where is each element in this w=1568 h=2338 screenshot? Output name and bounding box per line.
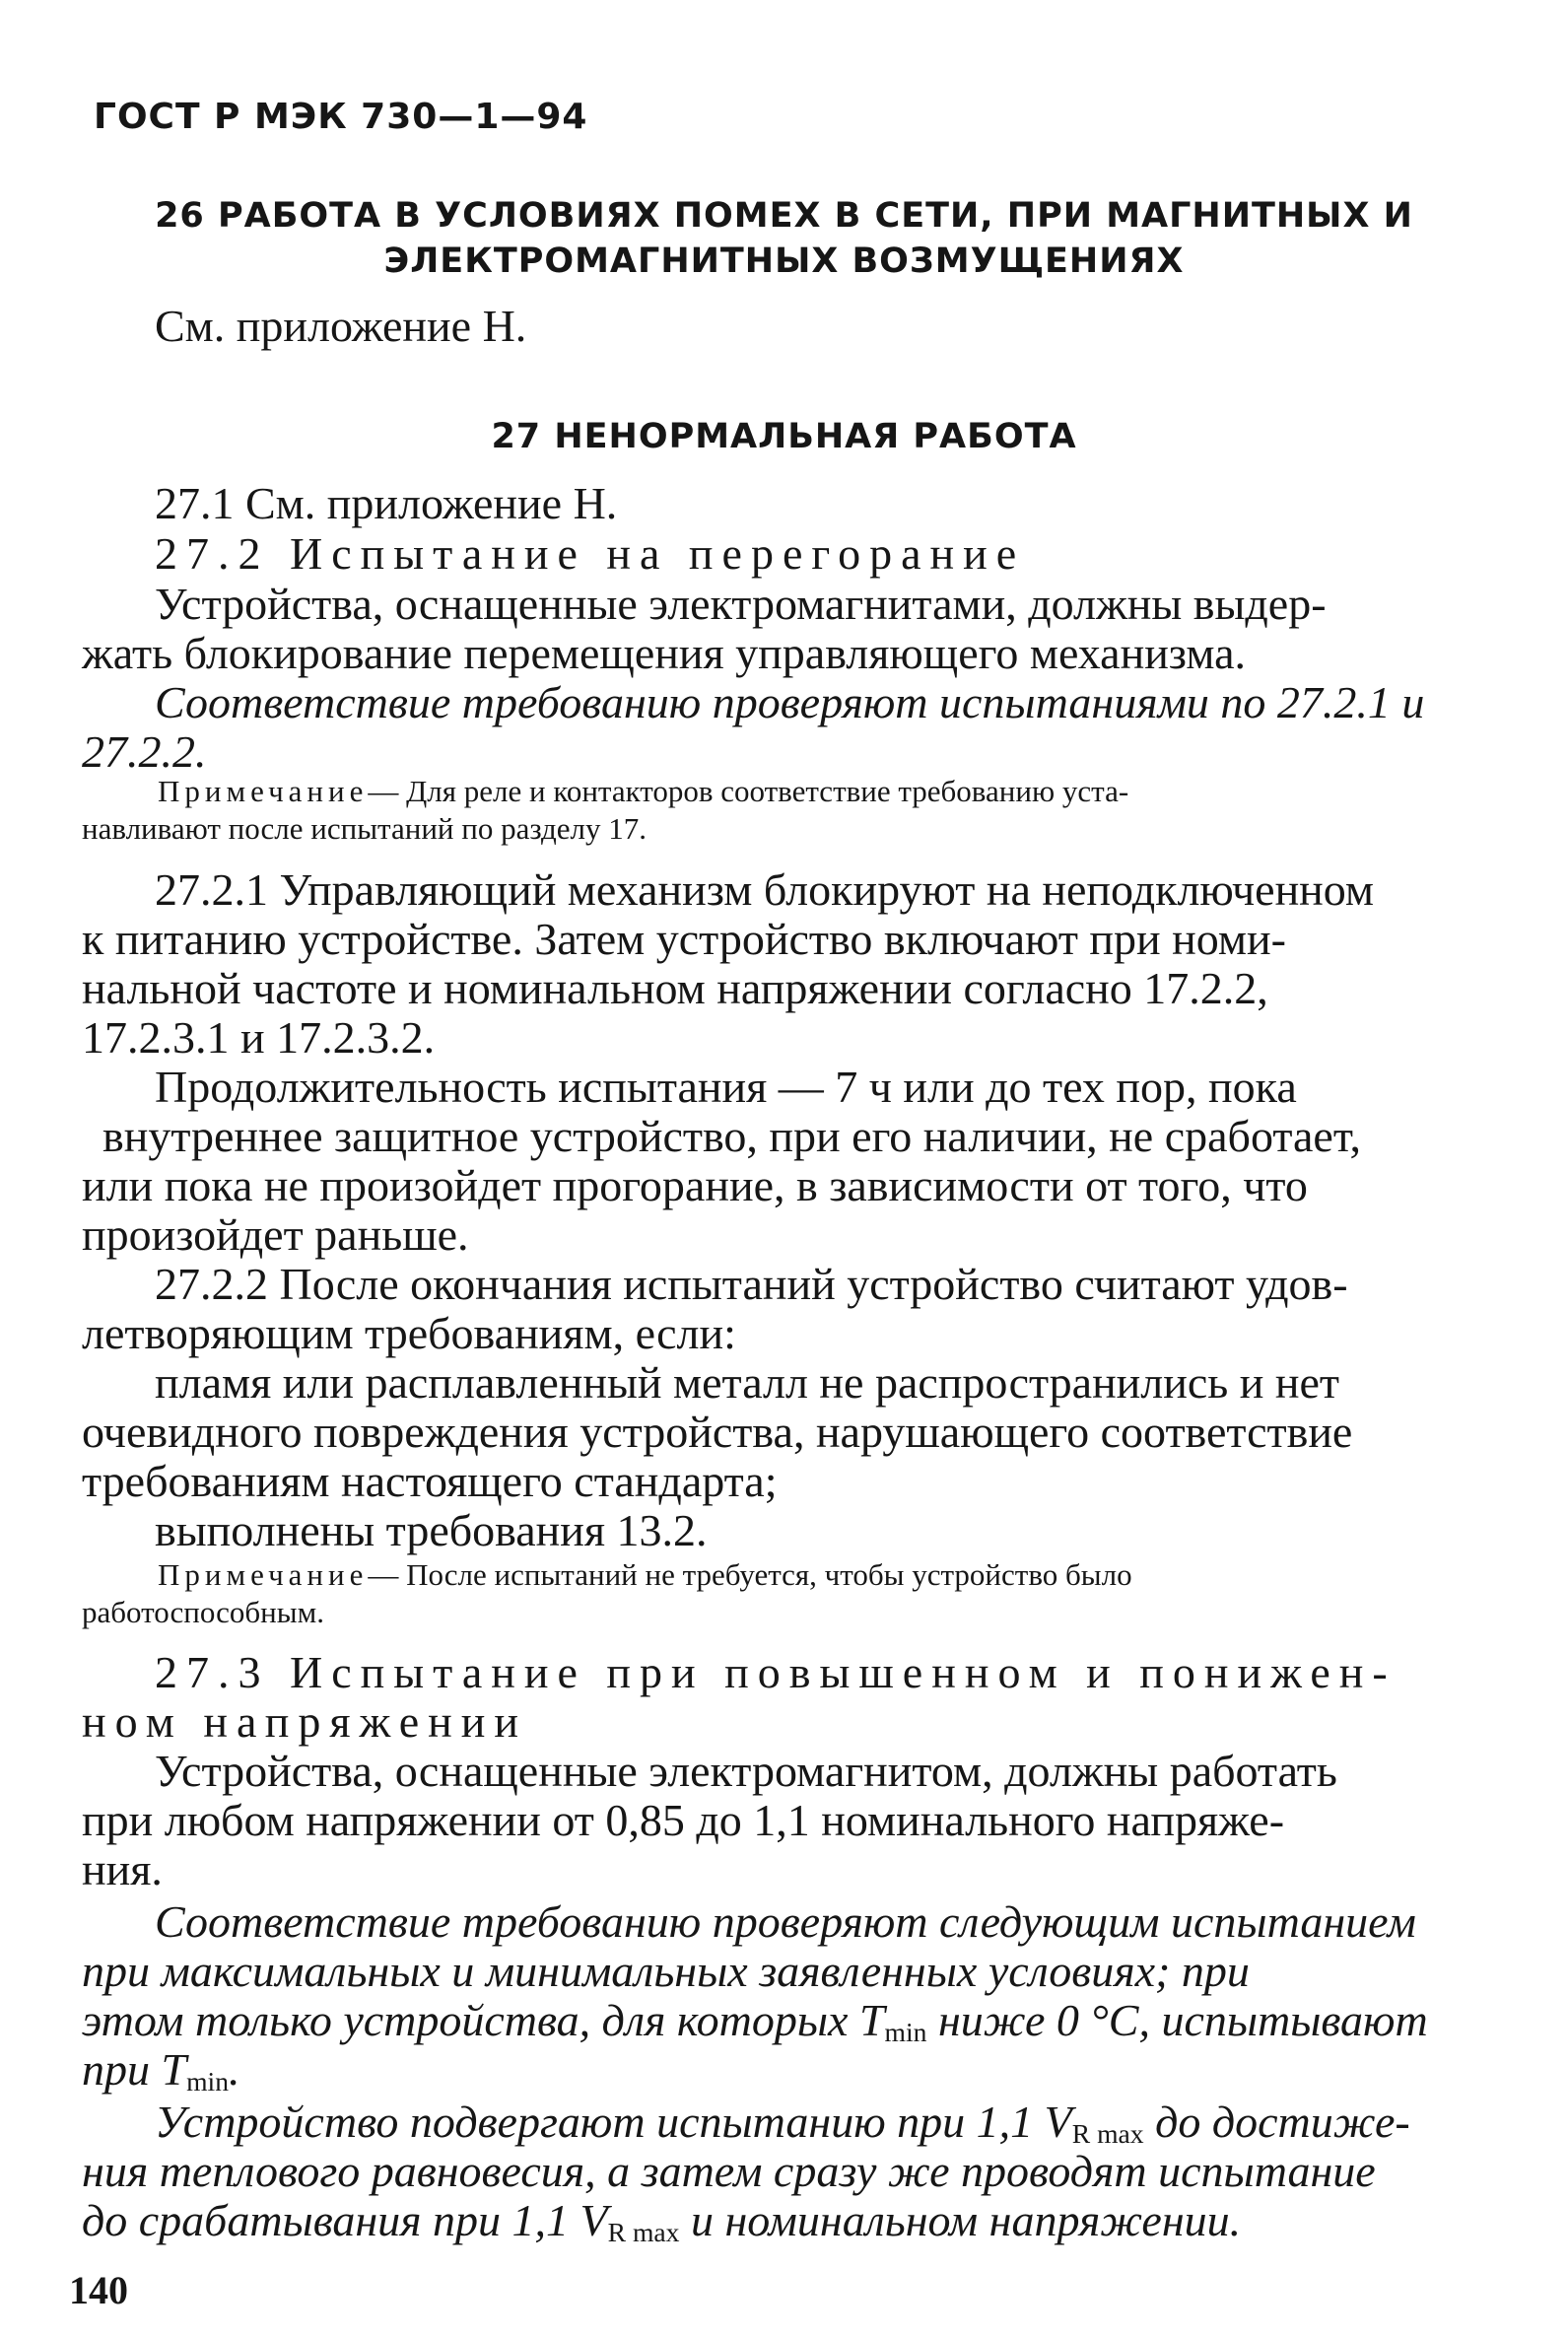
duration-line: Продолжительность испытания — 7 ч или до тех пор, пока [155, 1062, 1297, 1112]
paragraph-27-2-check-line: Соответствие требованию проверяют испытаниями по 27.2.1 и [155, 677, 1425, 727]
note-1-line-1 [158, 774, 1128, 809]
check-text-part: этом только устройства, для которых T [82, 1995, 885, 2045]
paragraph-27-3-check-line: Соответствие требованию проверяют следующим испытанием [155, 1896, 1416, 1947]
paragraph-27-3-check-line [82, 1996, 1428, 2057]
note-2-line-2: работоспособным. [82, 1595, 324, 1629]
note-1-line-2: навливают после испытаний по разделу 17. [82, 811, 648, 846]
paragraph-27-3-text-line: при любом напряжении от 0,85 до 1,1 номинального напряже- [82, 1795, 1285, 1845]
subscript-min: min [884, 2017, 927, 2047]
condition-line: требованиям настоящего стандарта; [82, 1456, 778, 1506]
document-header: ГОСТ Р МЭК 730—1—94 [94, 97, 588, 137]
condition-line: выполнены требования 13.2. [155, 1505, 708, 1555]
paragraph-27-2-1-line: нальной частоте и номинальном напряжении согласно 17.2.2, [82, 963, 1268, 1013]
section-26-title-line-1: 26 РАБОТА В УСЛОВИЯХ ПОМЕХ В СЕТИ, ПРИ МАГНИТНЫХ И [155, 196, 1413, 236]
paragraph-27-3-method-line [82, 2196, 1241, 2257]
condition-line: пламя или расплавленный металл не распространились и нет [155, 1357, 1340, 1408]
duration-line: или пока не произойдет прогорание, в зависимости от того, что [82, 1160, 1308, 1210]
paragraph-27-3-text-line: Устройства, оснащенные электромагнитом, должны работать [155, 1746, 1337, 1796]
method-text-part: и номинальном напряжении. [679, 2195, 1242, 2245]
paragraph-27-2-check-line: 27.2.2. [82, 726, 207, 777]
subscript-min: min [186, 2066, 230, 2097]
section-26-text: См. приложение Н. [155, 301, 527, 351]
method-text-part: до срабатывания при 1,1 V [82, 2195, 608, 2245]
paragraph-27-1: 27.1 См. приложение Н. [155, 478, 618, 528]
method-text-part: Устройство подвергают испытанию при 1,1 V [155, 2097, 1072, 2147]
paragraph-27-3-check-line: при максимальных и минимальных заявленных условиях; при [82, 1946, 1250, 1996]
paragraph-27-3-text-line: ния. [82, 1844, 163, 1894]
method-text-part: до достиже- [1143, 2097, 1410, 2147]
paragraph-27-2-2-line: летворяющим требованиям, если: [82, 1308, 736, 1358]
subscript-r-max: R max [607, 2217, 680, 2247]
subscript-r-max: R max [1071, 2118, 1144, 2149]
paragraph-27-2-text-line: жать блокирование перемещения управляющего механизма. [82, 628, 1247, 678]
paragraph-27-2-2-line: 27.2.2 После окончания испытаний устройство считают удов- [155, 1259, 1348, 1309]
paragraph-27-2-text-line: Устройства, оснащенные электромагнитами, должны выдер- [155, 579, 1327, 629]
page-number: 140 [69, 2268, 128, 2312]
paragraph-27-3-heading-line: 27.3 Испытание при повышенном и понижен- [155, 1647, 1397, 1697]
note-1-text: — Для реле и контакторов соответствие требованию уста- [368, 774, 1129, 808]
check-text-part: . [229, 2044, 240, 2095]
paragraph-27-2-1-line: 17.2.3.1 и 17.2.3.2. [82, 1012, 436, 1063]
paragraph-27-2-1-line: 27.2.1 Управляющий механизм блокируют на неподключенном [155, 864, 1375, 915]
section-27-title: 27 НЕНОРМАЛЬНАЯ РАБОТА [491, 417, 1077, 456]
check-text-part: при T [82, 2044, 187, 2095]
paragraph-27-2-1-line: к питанию устройстве. Затем устройство включают при номи- [82, 914, 1286, 964]
note-2-line-1 [158, 1557, 1132, 1593]
section-26-title-line-2: ЭЛЕКТРОМАГНИТНЫХ ВОЗМУЩЕНИЯХ [383, 241, 1185, 281]
paragraph-27-2-heading: 27.2 Испытание на перегорание [155, 528, 1026, 579]
note-1-label: Примечание [158, 774, 369, 808]
duration-line: внутреннее защитное устройство, при его наличии, не сработает, [102, 1111, 1361, 1161]
condition-line: очевидного повреждения устройства, нарушающего соответствие [82, 1407, 1353, 1457]
paragraph-27-3-method-line: ния теплового равновесия, а затем сразу же проводят испытание [82, 2146, 1376, 2196]
paragraph-27-3-heading-line: ном напряжении [82, 1696, 527, 1747]
note-2-label: Примечание [158, 1557, 369, 1592]
duration-line: произойдет раньше. [82, 1209, 469, 1260]
note-2-text: — После испытаний не требуется, чтобы устройство было [368, 1557, 1132, 1592]
check-text-part: ниже 0 °C, испытывают [926, 1995, 1428, 2045]
